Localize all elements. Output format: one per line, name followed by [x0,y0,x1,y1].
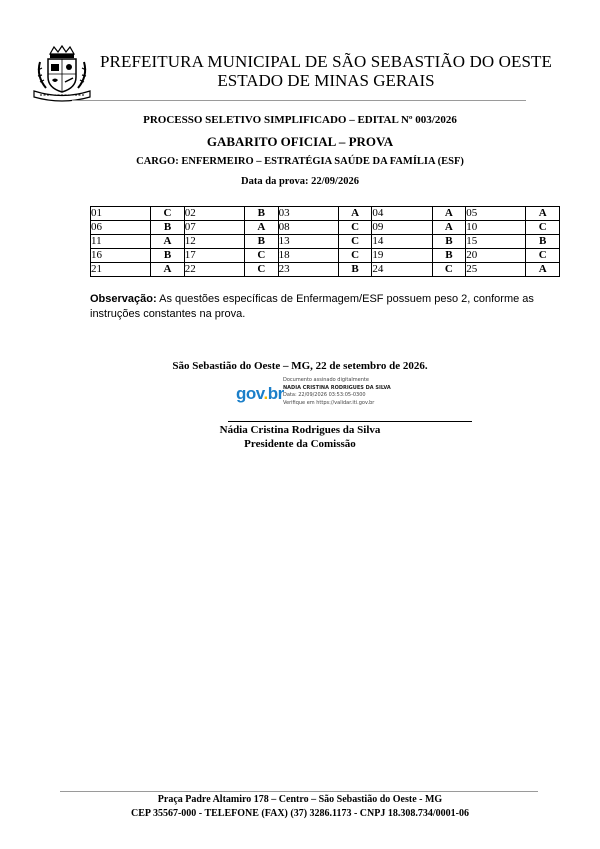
question-number: 04 [372,207,432,221]
answer-letter: C [245,249,279,263]
answer-letter: A [151,235,185,249]
answer-letter: A [526,263,560,277]
header-divider [72,100,526,101]
answer-letter: A [526,207,560,221]
footer-contact: CEP 35567-000 - TELEFONE (FAX) (37) 3286.1173 - CNPJ 18.308.734/0001-06 [131,808,469,819]
question-number: 20 [466,249,526,263]
footer-address: Praça Padre Altamiro 178 – Centro – São Sebastião do Oeste - MG [157,794,443,805]
answer-letter: B [245,207,279,221]
answer-letter: B [338,263,372,277]
question-number: 02 [184,207,244,221]
question-number: 11 [91,235,151,249]
signature-verify-link[interactable]: Verifique em https://validar.iti.gov.br [283,399,375,406]
answer-letter: B [526,235,560,249]
question-number: 25 [466,263,526,277]
answer-key-title: GABARITO OFICIAL – PROVA [206,134,394,149]
question-number: 01 [91,207,151,221]
process-title: PROCESSO SELETIVO SIMPLIFICADO – EDITAL Nº 003/2026 [143,114,457,126]
signature-caption: Documento assinado digitalmente [283,377,369,383]
answer-letter: C [526,221,560,235]
answer-letter: A [432,207,466,221]
answer-letter: C [338,249,372,263]
observation-note [90,292,550,322]
answer-letter: C [338,221,372,235]
answer-row [91,263,560,277]
municipal-crest-icon [30,44,94,102]
question-number: 07 [184,221,244,235]
signer-name: Nádia Cristina Rodrigues da Silva [219,424,381,436]
answer-letter: B [432,235,466,249]
question-number: 13 [278,235,338,249]
question-number: 14 [372,235,432,249]
question-number: 21 [91,263,151,277]
place-and-date: São Sebastião do Oeste – MG, 22 de setembro de 2026. [172,360,428,372]
signature-details [283,377,391,407]
state-name: ESTADO DE MINAS GERAIS [217,71,435,90]
govbr-logo: gov.br [236,384,284,403]
question-number: 12 [184,235,244,249]
answer-letter: A [338,207,372,221]
question-number: 09 [372,221,432,235]
answer-row [91,207,560,221]
answer-letter: B [151,221,185,235]
answer-letter: A [245,221,279,235]
question-number: 17 [184,249,244,263]
observation-text: As questões específicas de Enfermagem/ESF possuem peso 2, conforme as instruções constantes na prova. [90,293,534,320]
signature-date: Data: 22/09/2026 03:53:05-0300 [283,392,366,398]
question-number: 06 [91,221,151,235]
question-number: 18 [278,249,338,263]
answer-row [91,235,560,249]
question-number: 24 [372,263,432,277]
signer-block [0,423,600,451]
digital-signature-stamp [236,377,396,411]
answer-letter: C [151,207,185,221]
answer-row [91,249,560,263]
answer-row [91,221,560,235]
question-number: 05 [466,207,526,221]
question-number: 23 [278,263,338,277]
exam-date: Data da prova: 22/09/2026 [241,176,359,187]
municipality-name: PREFEITURA MUNICIPAL DE SÃO SEBASTIÃO DO OESTE [100,52,552,71]
question-number: 16 [91,249,151,263]
answer-letter: C [245,263,279,277]
signature-signer-name: NADIA CRISTINA RODRIGUES DA SILVA [283,384,391,391]
position-title: CARGO: ENFERMEIRO – ESTRATÉGIA SAÚDE DA FAMÍLIA (ESF) [136,156,464,167]
answer-letter: A [432,221,466,235]
question-number: 10 [466,221,526,235]
question-number: 19 [372,249,432,263]
question-number: 22 [184,263,244,277]
question-number: 08 [278,221,338,235]
answer-letter: B [245,235,279,249]
answer-letter: B [151,249,185,263]
answer-letter: C [432,263,466,277]
observation-label: Observação: [90,293,157,305]
question-number: 15 [466,235,526,249]
signature-line [228,421,472,422]
answer-letter: A [151,263,185,277]
footer [0,793,600,821]
signer-role: Presidente da Comissão [244,438,356,450]
answer-letter: C [526,249,560,263]
question-number: 03 [278,207,338,221]
answer-key-table [90,206,560,277]
footer-divider [60,791,538,792]
answer-letter: C [338,235,372,249]
answer-letter: B [432,249,466,263]
header-title [96,52,556,90]
